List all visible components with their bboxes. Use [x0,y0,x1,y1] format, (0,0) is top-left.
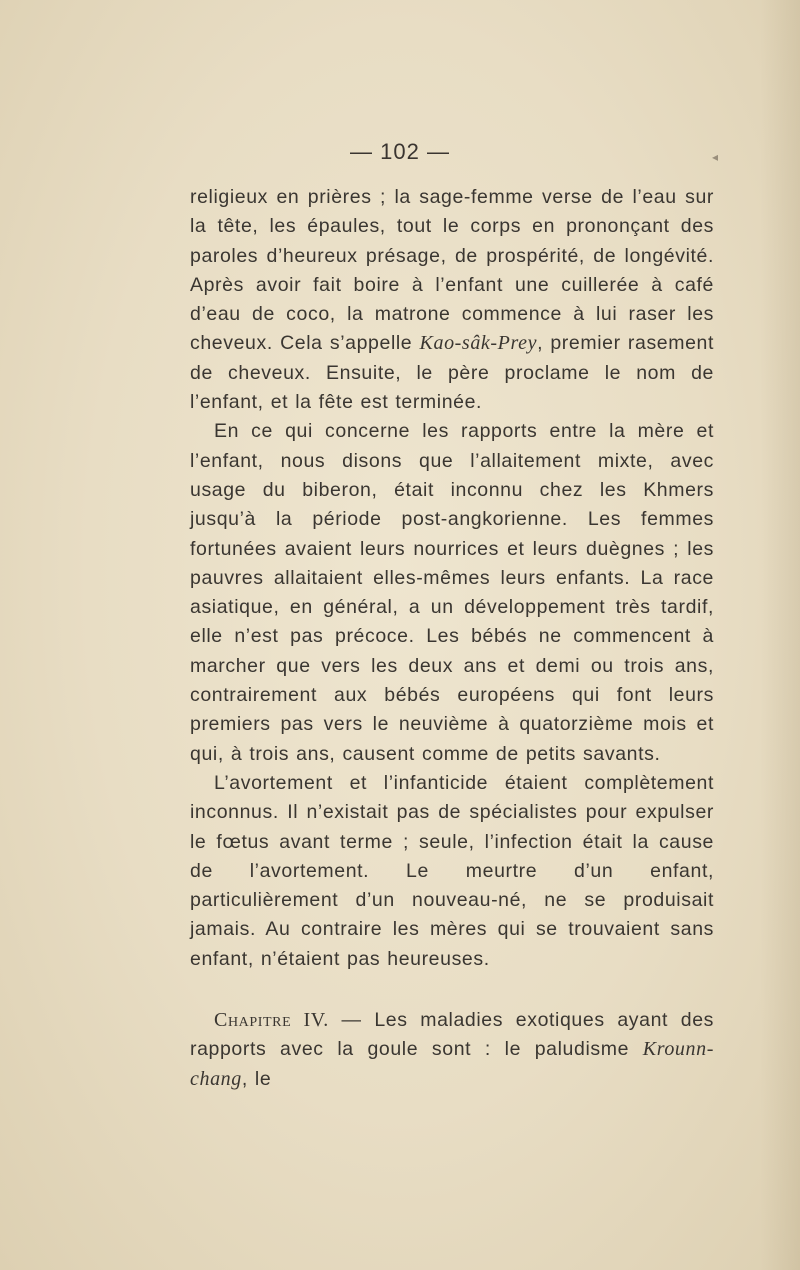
chapter-paragraph [190,1006,714,1094]
chapter-text: — Les maladies exotiques ayant des rapports avec la goule sont : le paludisme [190,1009,714,1061]
term-kao-sak-prey: Kao-sâk-Prey [419,332,538,355]
chapter-label: Chapitre IV. [214,1009,329,1032]
paragraph-1 [190,183,714,417]
paragraph-1-text: religieux en prières ; la sage-femme verse de l’eau sur la tête, les épaules, tout le corps en prononçant des paroles d’heureux présage, de prospérité, de longévité. Après avoir fait boire à l’enfant une cuillerée à café d’eau de coco, la matrone commence à lui raser les cheveux. Cela s’appelle [190,186,714,355]
paragraph-3: L’avortement et l’infanticide étaient complètement inconnus. Il n’existait pas de spécialistes pour expulser le fœtus avant terme ; seule, l’infection était la cause de l’avortement. Le meurtre d’un enfant, particulièrement d’un nouveau-né, ne se produisait jamais. Au contraire les mères qui se trouvaient sans enfant, n’étaient pas heureuses. [190,771,714,970]
stray-mark: ◂ [712,150,719,164]
term-krounn-chang: Krounn-chang [190,1038,714,1090]
page-edge-shadow [760,0,800,1270]
paragraph-1-end: , premier rasement de cheveux. Ensuite, le père proclame le nom de l’enfant, et la fête est terminée. [190,332,715,414]
paragraph-2: En ce qui concerne les rapports entre la mère et l’enfant, nous disons que l’allaitement mixte, avec usage du biberon, était inconnu chez les Khmers jusqu’à la période post-angkorienne. Les femmes fortunées avaient leurs nourrices et leurs duègnes ; les pauvres allaitaient elles-mêmes leurs enfants. La race asiatique, en général, a un développement très tardif, elle n’est pas précoce. Les bébés ne commencent à marcher que vers les deux ans et demi ou trois ans, contrairement aux bébés européens qui font leurs premiers pas vers le neuvième à quatorzième mois et qui, à trois ans, causent comme de petits savants. [190,420,714,765]
body-text [190,183,714,1094]
chapter-text-end: , le [241,1067,272,1090]
page-number: — 102 — [350,139,450,164]
